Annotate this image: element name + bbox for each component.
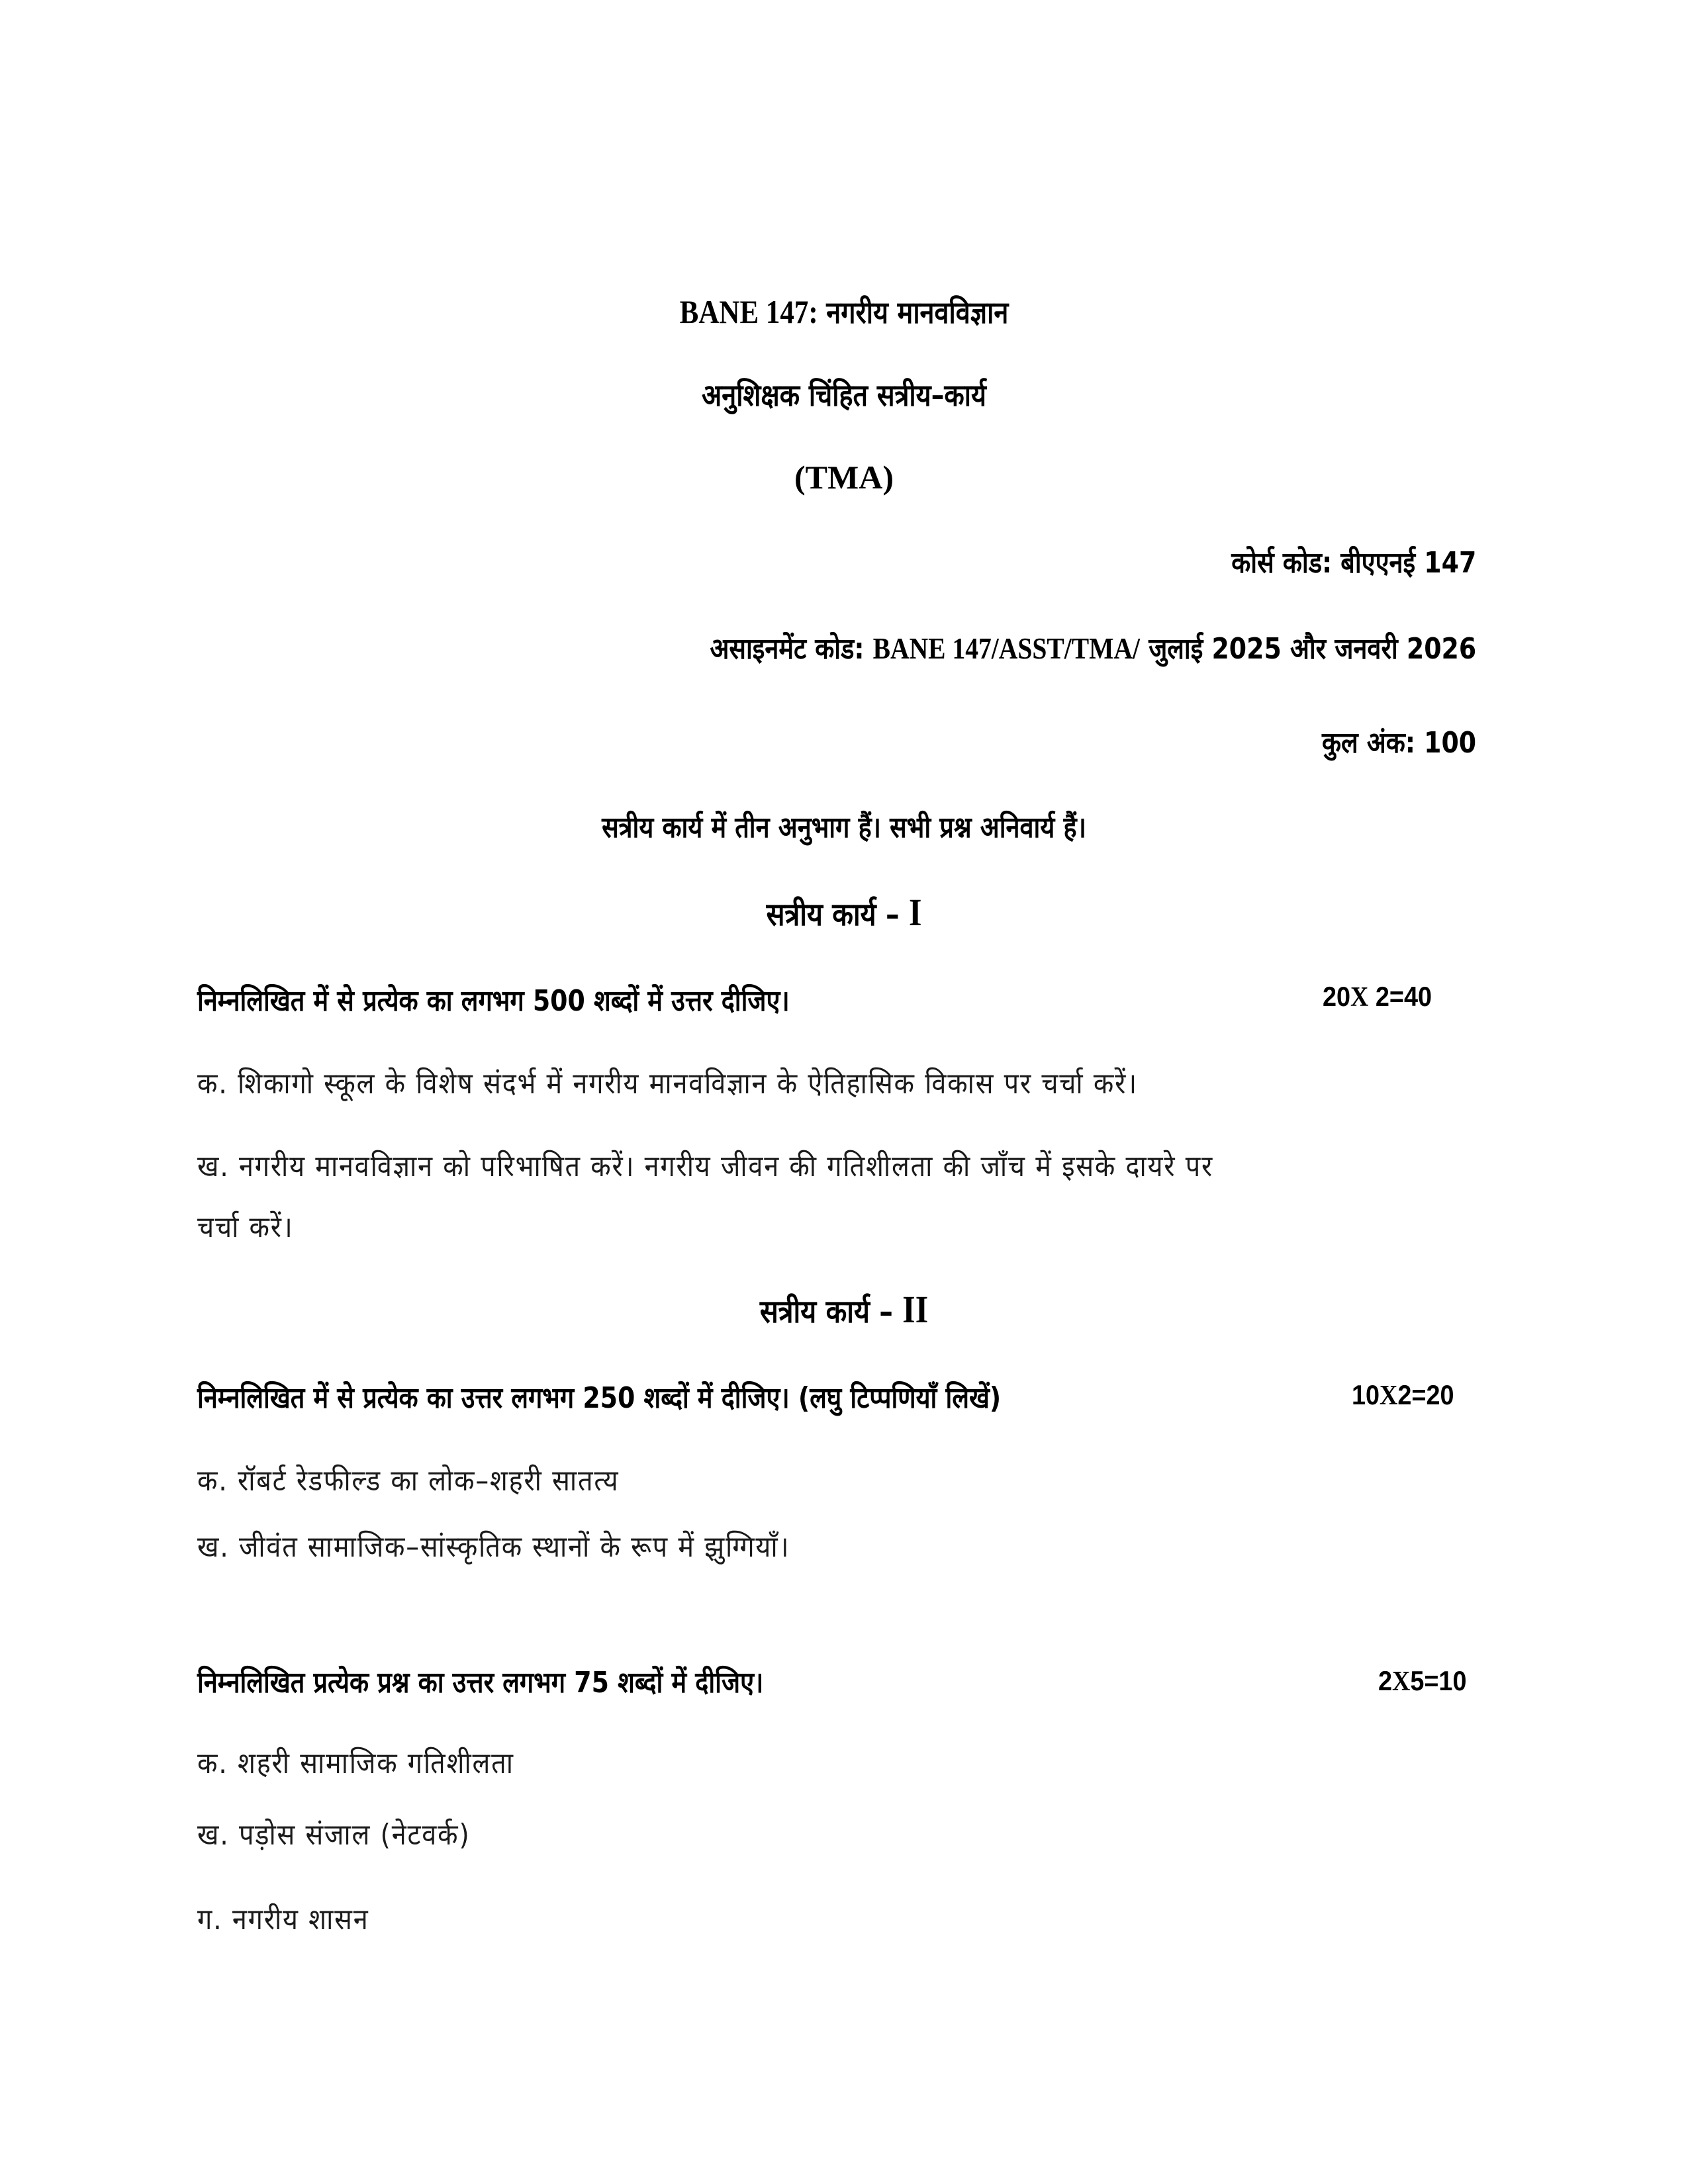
question-label: क.	[197, 1067, 228, 1101]
course-code-value: बीएएनई 147	[1340, 546, 1476, 580]
question-label: ख.	[197, 1530, 230, 1564]
section-1-marks: 20X 2=40	[1323, 981, 1432, 1013]
total-marks	[1322, 721, 1476, 761]
course-code-en: BANE 147:	[679, 293, 818, 330]
document-title	[118, 291, 1570, 332]
question-text: शहरी सामाजिक गतिशीलता	[238, 1747, 514, 1780]
section-heading-2: सत्रीय कार्य – II	[759, 1288, 929, 1331]
question-2b	[197, 1525, 790, 1565]
section-roman-1: I	[908, 891, 922, 934]
question-text: रॉबर्ट रेडफील्ड का लोक–शहरी सातत्य	[238, 1464, 620, 1498]
question-3b	[197, 1813, 471, 1853]
section-heading-1: सत्रीय कार्य – I	[766, 891, 922, 934]
section-2-marks: 10X2=20	[1352, 1379, 1454, 1411]
question-label: क.	[197, 1747, 228, 1780]
tma-label: (TMA)	[794, 459, 894, 496]
question-text: शिकागो स्कूल के विशेष संदर्भ में नगरीय मानवविज्ञान के ऐतिहासिक विकास पर चर्चा करें।	[238, 1067, 1138, 1101]
general-instruction: सत्रीय कार्य में तीन अनुभाग हैं। सभी प्रश्न अनिवार्य हैं।	[602, 811, 1086, 844]
total-marks-value: 100	[1424, 726, 1476, 760]
course-code-label: कोर्स कोड:	[1231, 546, 1332, 580]
question-1a	[197, 1062, 1138, 1102]
section-2-instruction: निम्नलिखित में से प्रत्येक का उत्तर लगभग 250 शब्दों में दीजिए। (लघु टिप्पणियाँ लिखें)	[197, 1381, 1002, 1415]
course-title: नगरीय मानवविज्ञान	[826, 295, 1009, 330]
course-code	[1231, 541, 1476, 581]
question-1b	[197, 1145, 1213, 1185]
question-3a	[197, 1742, 514, 1782]
question-1b-continued: चर्चा करें।	[197, 1210, 294, 1244]
section-1-instruction: निम्नलिखित में से प्रत्येक का लगभग 500 शब्दों में उत्तर दीजिए।	[197, 984, 790, 1018]
question-label: ग.	[197, 1903, 223, 1936]
assignment-code-label: असाइनमेंट कोड:	[710, 632, 865, 666]
total-marks-label: कुल अंक:	[1321, 726, 1415, 760]
document-subtitle: अनुशिक्षक चिंहित सत्रीय–कार्य	[702, 377, 986, 413]
section-roman-2: II	[902, 1288, 929, 1331]
assignment-code	[710, 627, 1476, 667]
section-3-instruction: निम्नलिखित प्रत्येक प्रश्न का उत्तर लगभग 75 शब्दों में दीजिए।	[197, 1666, 764, 1700]
assignment-code-session: जुलाई 2025 और जनवरी 2026	[1148, 632, 1476, 666]
assignment-code-en: BANE 147/ASST/TMA/	[872, 631, 1140, 665]
question-label: ख.	[197, 1150, 230, 1183]
question-label: ख.	[197, 1818, 230, 1852]
question-text: पड़ोस संजाल (नेटवर्क)	[238, 1818, 471, 1852]
question-3c	[197, 1898, 369, 1938]
question-text: जीवंत सामाजिक–सांस्कृतिक स्थानों के रूप में झुग्गियाँ।	[238, 1530, 790, 1564]
section-3-marks: 2X5=10	[1378, 1665, 1467, 1697]
question-label: क.	[197, 1464, 228, 1498]
question-text: नगरीय शासन	[232, 1903, 369, 1936]
question-2a	[197, 1459, 619, 1499]
question-text: नगरीय मानवविज्ञान को परिभाषित करें। नगरीय जीवन की गतिशीलता की जाँच में इसके दायरे पर	[238, 1150, 1214, 1183]
